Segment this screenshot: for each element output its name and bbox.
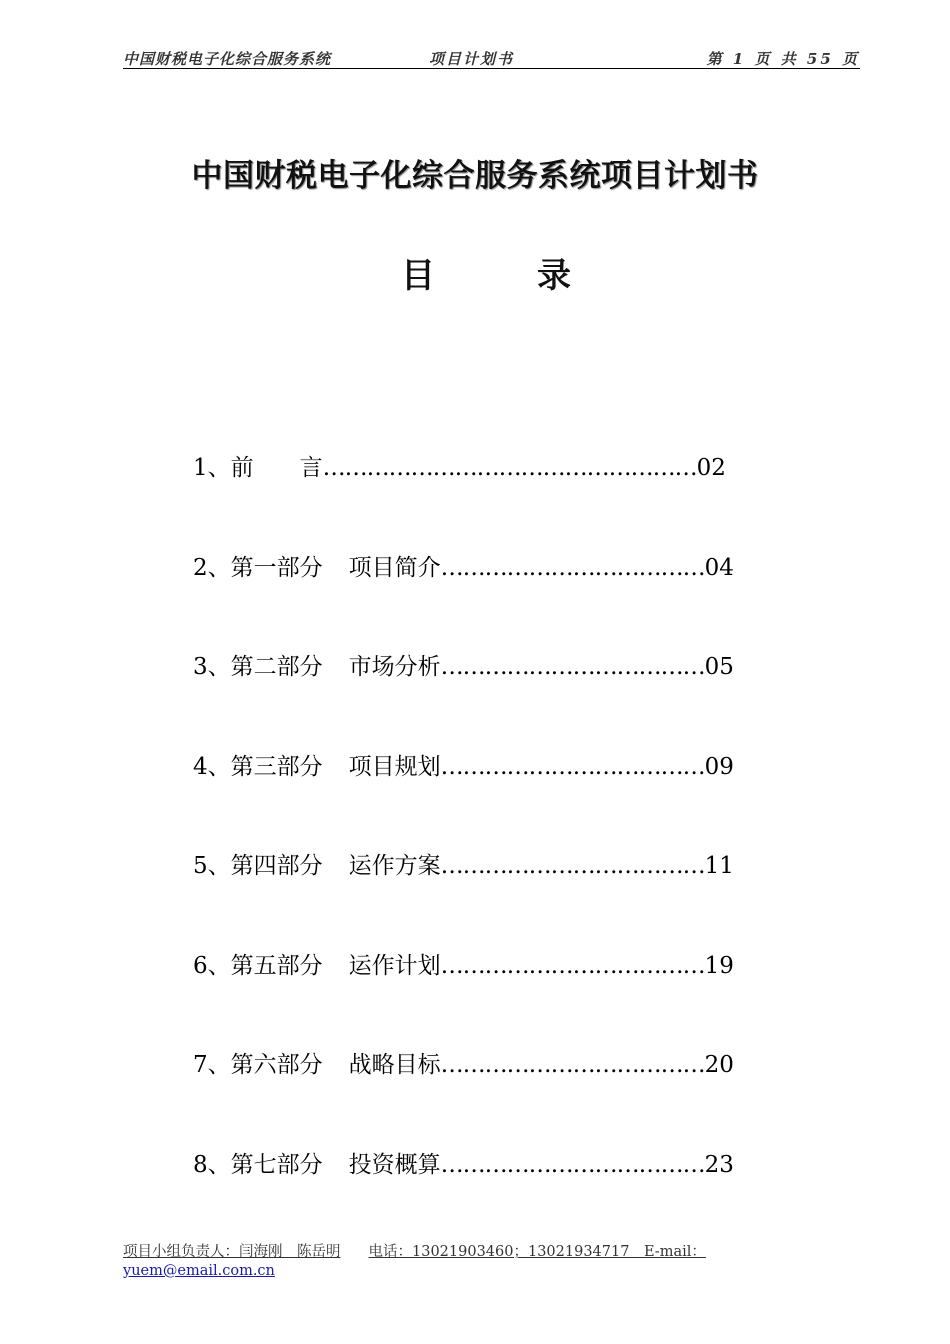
toc-entry-page: 05 (704, 654, 734, 680)
footer-leaders: 项目小组负责人：闫海刚 陈岳明 (123, 1244, 341, 1260)
toc-entry-page: 09 (704, 753, 734, 780)
toc-entry-7[interactable] (193, 1049, 803, 1149)
toc-entry-1[interactable] (193, 452, 803, 552)
toc-entry-number: 2、 (193, 554, 231, 581)
toc-heading-char-1: 目 (401, 256, 435, 296)
toc-entry-6[interactable] (193, 950, 803, 1050)
toc-leader-dots: ……………………………… (440, 853, 705, 879)
toc-entry-2[interactable] (193, 552, 803, 652)
toc-entry-title: 运作计划 (348, 952, 441, 979)
toc-entry-title: 项目简介 (348, 554, 441, 581)
toc-entry-page: 20 (704, 1052, 734, 1078)
toc-heading (398, 248, 598, 298)
toc-entry-part: 第二部分 (230, 654, 323, 680)
toc-entry-page: 04 (704, 554, 734, 581)
toc-entry-5[interactable] (193, 850, 803, 950)
header-doc-type: 项目计划书 (429, 50, 515, 68)
table-of-contents (193, 452, 803, 1248)
toc-entry-title: 运作方案 (348, 853, 441, 879)
toc-entry-title: 项目规划 (348, 753, 441, 780)
toc-entry-part: 第六部分 (230, 1052, 323, 1078)
footer-email-link[interactable]: yuem@email.com.cn (123, 1263, 275, 1279)
toc-entry-title: 市场分析 (348, 654, 441, 680)
toc-entry-part: 第七部分 (230, 1151, 323, 1178)
toc-entry-page: 02 (696, 455, 726, 481)
toc-leader-dots: ……………………………… (440, 952, 705, 979)
toc-entry-part: 前 言 (230, 455, 323, 481)
toc-entry-number: 6、 (193, 952, 231, 979)
toc-entry-page: 11 (704, 853, 734, 879)
toc-leader-dots: ……………………………… (440, 753, 705, 780)
toc-entry-page: 23 (704, 1151, 734, 1178)
toc-entry-title: 投资概算 (348, 1151, 441, 1178)
document-title: 中国财税电子化综合服务系统项目计划书 (191, 158, 759, 194)
toc-entry-title: 战略目标 (348, 1052, 441, 1078)
toc-entry-number: 3、 (193, 654, 231, 680)
toc-entry-part: 第三部分 (230, 753, 323, 780)
header-system-name: 中国财税电子化综合服务系统 (123, 50, 332, 68)
toc-entry-8[interactable] (193, 1149, 803, 1249)
toc-entry-number: 1、 (193, 455, 231, 481)
running-header (123, 46, 860, 69)
page-footer (123, 1243, 743, 1281)
footer-contact-line (123, 1243, 743, 1262)
toc-entry-part: 第五部分 (230, 952, 323, 979)
toc-entry-part: 第四部分 (230, 853, 323, 879)
toc-entry-4[interactable] (193, 751, 803, 851)
footer-phone: 电话：13021903460；13021934717 E-mail： (368, 1244, 706, 1260)
toc-entry-part: 第一部分 (230, 554, 323, 581)
toc-entry-number: 8、 (193, 1151, 231, 1178)
toc-leader-dots: ……………………………… (440, 654, 705, 680)
toc-heading-char-2: 录 (537, 256, 571, 296)
header-page-number: 第 1 页 共 55 页 (706, 50, 860, 68)
toc-leader-dots: ……………………………… (440, 1151, 705, 1178)
toc-leader-dots: ……………………………… (440, 1052, 705, 1078)
toc-entry-3[interactable] (193, 651, 803, 751)
toc-entry-number: 5、 (193, 853, 231, 879)
toc-entry-number: 7、 (193, 1052, 231, 1078)
toc-leader-dots: …………………………………………… (322, 455, 697, 481)
toc-leader-dots: ……………………………… (440, 554, 705, 581)
toc-entry-page: 19 (704, 952, 734, 979)
toc-entry-number: 4、 (193, 753, 231, 780)
